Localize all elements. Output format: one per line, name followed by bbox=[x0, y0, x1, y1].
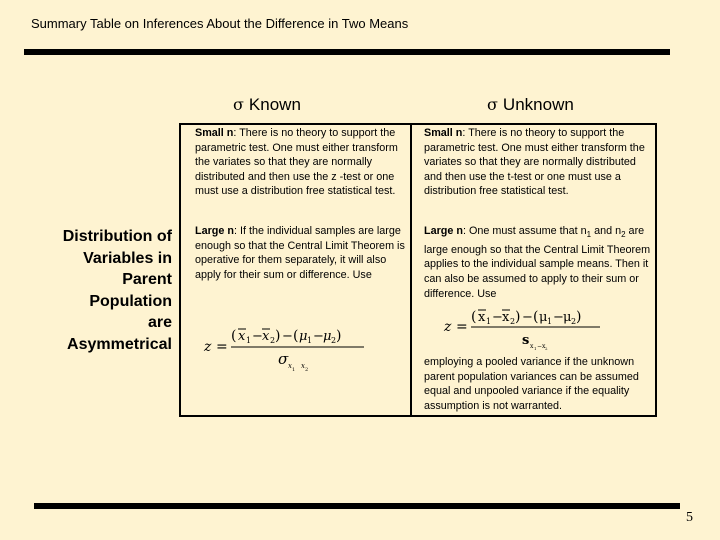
sigma-symbol: σ bbox=[233, 95, 244, 114]
cell-large-n-unknown-note: employing a pooled variance if the unknown parent population variances can be assumed equal and unpooled variance if the equality assumption is not warranted. bbox=[424, 356, 639, 412]
cell-text: : If the individual samples are large enough so that the Central Limit Theorem is operative for them separately, it will also apply for their sum or difference. Use bbox=[195, 225, 405, 281]
svg-text:(: ( bbox=[231, 328, 237, 344]
svg-text:−: − bbox=[252, 329, 263, 344]
row-label-line: are bbox=[147, 314, 172, 331]
svg-text:1: 1 bbox=[486, 317, 492, 326]
svg-text:2: 2 bbox=[571, 317, 577, 326]
svg-text:x: x bbox=[262, 329, 270, 344]
subscript: 2 bbox=[621, 230, 626, 240]
cell-text: : One must assume that n bbox=[463, 225, 587, 237]
svg-text:−x: −x bbox=[537, 343, 546, 350]
svg-text:=: = bbox=[456, 319, 468, 335]
svg-text:s: s bbox=[522, 333, 530, 348]
cell-heading: Small n bbox=[424, 127, 463, 139]
svg-text:): ) bbox=[515, 309, 521, 325]
table-column-divider bbox=[410, 123, 412, 417]
svg-text:): ) bbox=[576, 309, 582, 325]
svg-text:−: − bbox=[553, 310, 564, 325]
svg-text:(: ( bbox=[293, 328, 299, 344]
column-header-unknown-label: Unknown bbox=[502, 95, 574, 114]
svg-text:x: x bbox=[288, 362, 292, 370]
svg-text:x: x bbox=[301, 362, 305, 370]
cell-text: : There is no theory to support the parametric test. One must either transform the variates so that they are normally distributed and then use the z -test or one must use a distribution free statistical test. bbox=[195, 127, 398, 198]
svg-text:1: 1 bbox=[547, 317, 553, 326]
svg-text:μ: μ bbox=[323, 329, 332, 344]
sigma-symbol: σ bbox=[487, 95, 498, 114]
svg-text:): ) bbox=[336, 328, 342, 344]
svg-text:1: 1 bbox=[307, 336, 313, 345]
svg-text:z: z bbox=[204, 339, 212, 355]
z-formula-unknown bbox=[440, 306, 610, 356]
svg-text:): ) bbox=[275, 328, 281, 344]
svg-text:2: 2 bbox=[331, 336, 337, 345]
svg-text:x: x bbox=[530, 343, 534, 350]
svg-text:σ: σ bbox=[278, 350, 289, 368]
svg-text:x: x bbox=[478, 310, 486, 325]
svg-text:x: x bbox=[502, 310, 510, 325]
svg-text:2: 2 bbox=[270, 336, 276, 345]
svg-text:μ: μ bbox=[299, 329, 308, 344]
svg-text:1: 1 bbox=[534, 346, 537, 351]
cell-heading: Small n bbox=[195, 127, 234, 139]
svg-text:1: 1 bbox=[292, 367, 296, 373]
cell-text: : There is no theory to support the parametric test. One must either transform the variates so that they are normally distributed and then use the t-test or one must use a distribution free statistical test. bbox=[424, 127, 645, 198]
column-header-unknown bbox=[487, 95, 574, 115]
cell-text: are large enough so that the Central Limit Theorem applies to the individual sample means. Then it can also be assumed to apply to their sum or difference. Use bbox=[424, 225, 651, 300]
cell-large-n-known bbox=[195, 224, 407, 282]
svg-text:−: − bbox=[313, 329, 324, 344]
row-label-line: Asymmetrical bbox=[67, 335, 172, 353]
svg-text:(: ( bbox=[533, 309, 539, 325]
svg-text:2: 2 bbox=[510, 317, 516, 326]
bottom-rule bbox=[34, 503, 680, 509]
cell-heading: Large n bbox=[424, 225, 463, 237]
row-label bbox=[36, 226, 172, 355]
row-label-line: Population bbox=[89, 292, 172, 310]
top-rule bbox=[24, 49, 670, 55]
cell-large-n-unknown bbox=[424, 224, 654, 301]
cell-small-n-known bbox=[195, 126, 407, 199]
row-label-line: Variables in bbox=[83, 249, 172, 267]
svg-text:μ: μ bbox=[563, 310, 572, 325]
page-number: 5 bbox=[686, 510, 693, 525]
svg-text:−: − bbox=[282, 329, 293, 344]
slide-title: Summary Table on Inferences About the Difference in Two Means bbox=[31, 16, 409, 31]
cell-text: and n bbox=[591, 225, 622, 237]
svg-text:(: ( bbox=[471, 309, 477, 325]
svg-text:=: = bbox=[216, 339, 228, 355]
subscript: 1 bbox=[586, 230, 592, 240]
svg-text:−: − bbox=[492, 310, 503, 325]
cell-small-n-unknown bbox=[424, 126, 654, 199]
column-header-known bbox=[233, 95, 301, 115]
svg-text:x: x bbox=[238, 329, 246, 344]
svg-text:2: 2 bbox=[305, 367, 309, 373]
cell-heading: Large n bbox=[195, 225, 234, 237]
svg-text:1: 1 bbox=[246, 336, 252, 345]
row-label-line: Distribution of bbox=[62, 228, 172, 245]
column-header-known-label: Known bbox=[248, 95, 301, 114]
svg-text:z: z bbox=[444, 319, 452, 335]
z-formula-known bbox=[200, 322, 370, 374]
svg-text:2: 2 bbox=[545, 346, 548, 351]
svg-text:−: − bbox=[522, 310, 533, 325]
svg-text:μ: μ bbox=[539, 310, 548, 325]
row-label-line: Parent bbox=[122, 271, 172, 288]
